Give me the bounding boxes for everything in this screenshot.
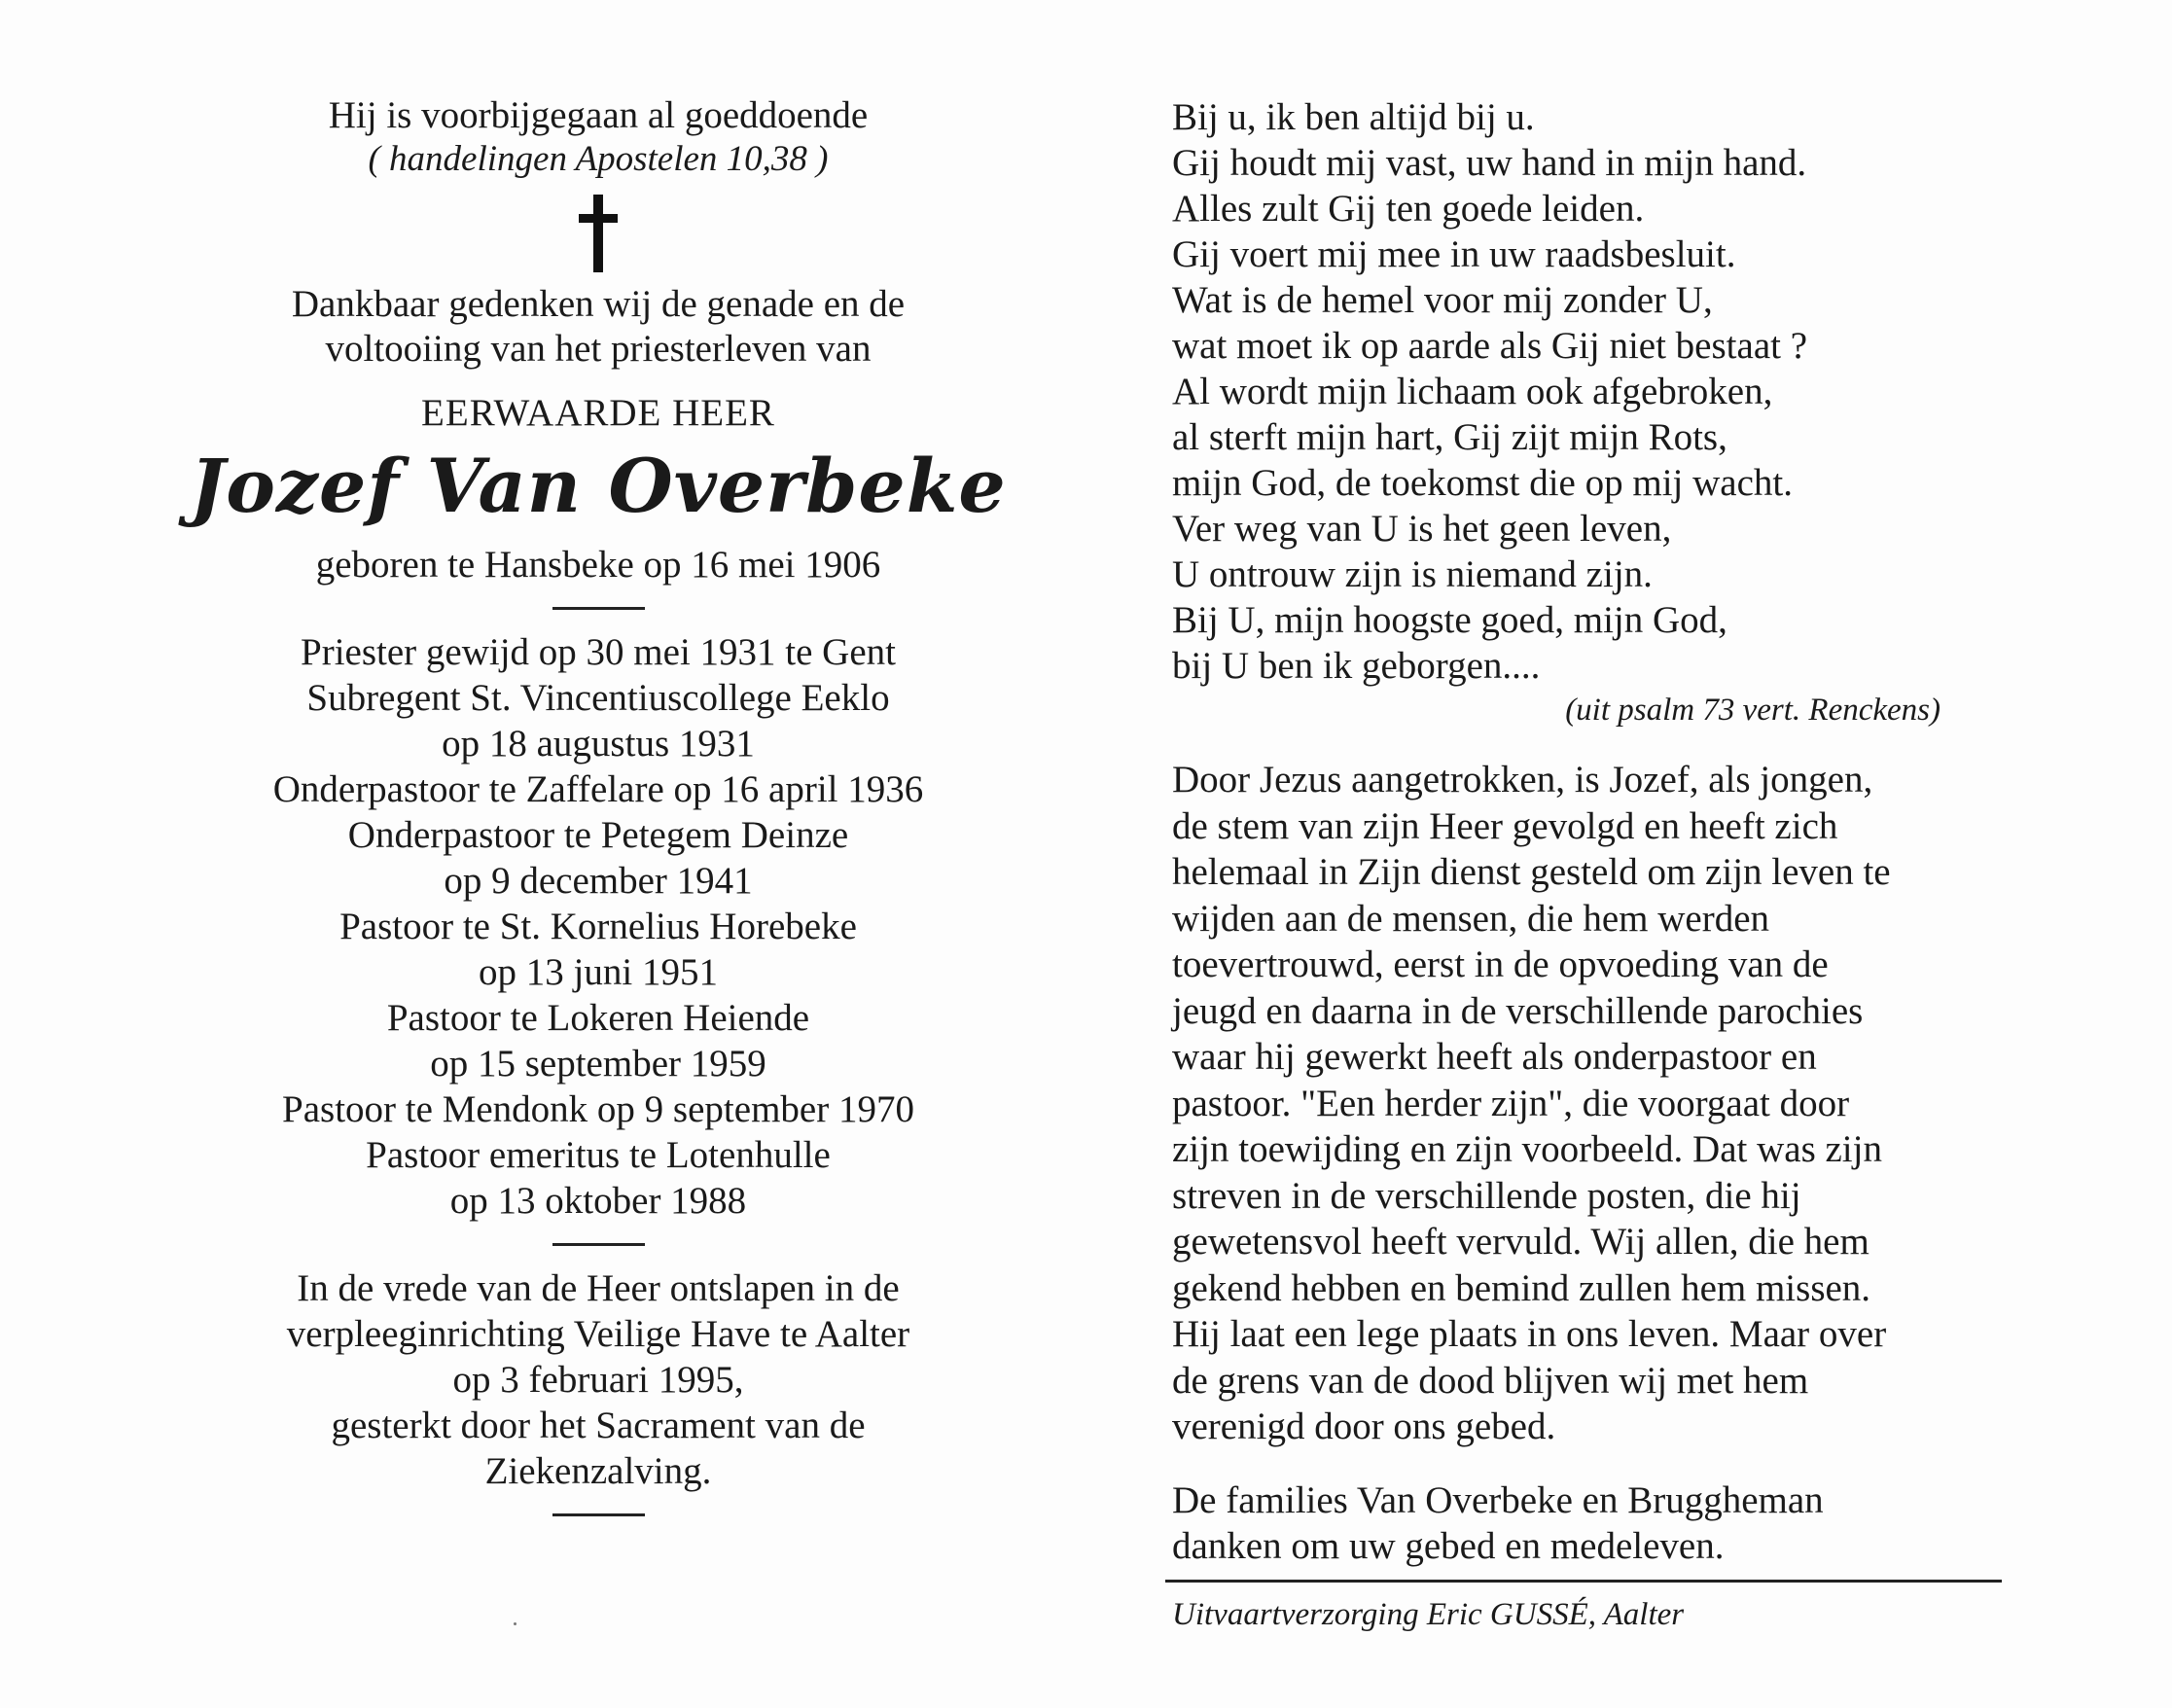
career-line: op 9 december 1941 <box>444 860 753 902</box>
career-line: Pastoor emeritus te Lotenhulle <box>366 1134 831 1176</box>
biography-line: Door Jezus aangetrokken, is Jozef, als jongen, <box>1172 759 1873 801</box>
cross-icon <box>579 195 618 272</box>
psalm-text <box>1172 94 2009 689</box>
family-thanks <box>1172 1477 2009 1569</box>
divider <box>552 1243 645 1246</box>
death-line: Ziekenzalving. <box>484 1450 712 1492</box>
psalm-line: Gij houdt mij vast, uw hand in mijn hand. <box>1172 142 1807 184</box>
left-panel <box>175 86 1021 1536</box>
intro-text <box>175 282 1021 372</box>
intro-line: Dankbaar gedenken wij de genade en de <box>291 283 906 325</box>
birth-info: geboren te Hansbeke op 16 mei 1906 <box>315 544 881 586</box>
biography-text <box>1172 757 2009 1450</box>
death-line: In de vrede van de Heer ontslapen in de <box>297 1267 900 1309</box>
psalm-line: Bij U, mijn hoogste goed, mijn God, <box>1172 599 1727 641</box>
career-line: op 18 augustus 1931 <box>442 723 755 765</box>
biography-line: helemaal in Zijn dienst gesteld om zijn leven te <box>1172 851 1891 893</box>
print-speck <box>514 1622 516 1625</box>
biography-line: de stem van zijn Heer gevolgd en heeft zich <box>1172 804 1838 847</box>
career-line: Subregent St. Vincentiuscollege Eeklo <box>306 677 890 719</box>
psalm-source: (uit psalm 73 vert. Renckens) <box>1565 693 1941 728</box>
psalm-line: Gij voert mij mee in uw raadsbesluit. <box>1172 233 1736 275</box>
biography-line: waar hij gewerkt heeft als onderpastoor en <box>1172 1036 1817 1078</box>
biography-line: de grens van de dood blijven wij met hem <box>1172 1359 1809 1402</box>
biography-line: streven in de verschillende posten, die hij <box>1172 1174 1801 1217</box>
death-line: gesterkt door het Sacrament van de <box>331 1405 866 1446</box>
scripture-reference: ( handelingen Apostelen 10,38 ) <box>368 139 829 179</box>
biography-line: pastoor. "Een herder zijn", die voorgaat door <box>1172 1082 1850 1124</box>
psalm-line: Bij u, ik ben altijd bij u. <box>1172 96 1535 138</box>
psalm-line: Ver weg van U is het geen leven, <box>1172 508 1672 550</box>
psalm-line: mijn God, de toekomst die op mij wacht. <box>1172 462 1793 504</box>
biography-line: zijn toewijding en zijn voorbeeld. Dat was zijn <box>1172 1128 1882 1170</box>
biography-line: wijden aan de mensen, die hem werden <box>1172 897 1770 940</box>
right-panel <box>1172 94 2009 1569</box>
death-line: verpleeginrichting Veilige Have te Aalter <box>286 1313 910 1355</box>
career-line: Pastoor te St. Kornelius Horebeke <box>339 906 857 947</box>
psalm-line: U ontrouw zijn is niemand zijn. <box>1172 553 1653 595</box>
psalm-line: Al wordt mijn lichaam ook afgebroken, <box>1172 371 1773 412</box>
thanks-line: danken om uw gebed en medeleven. <box>1172 1524 1725 1567</box>
psalm-line: Wat is de hemel voor mij zonder U, <box>1172 279 1713 321</box>
footer-rule <box>1165 1580 2002 1583</box>
career-line: op 13 juni 1951 <box>479 951 718 993</box>
career-line: Pastoor te Mendonk op 9 september 1970 <box>282 1088 914 1130</box>
deceased-name: Jozef Van Overbeke <box>190 443 1007 529</box>
funeral-director-credit: Uitvaartverzorging Eric GUSSÉ, Aalter <box>1172 1597 1685 1632</box>
psalm-line: wat moet ik op aarde als Gij niet bestaat ? <box>1172 325 1808 367</box>
career-line: Pastoor te Lokeren Heiende <box>386 997 810 1039</box>
thanks-line: De families Van Overbeke en Bruggheman <box>1172 1478 1824 1521</box>
biography-line: verenigd door ons gebed. <box>1172 1406 1556 1447</box>
career-list <box>175 629 1021 1224</box>
death-line: op 3 februari 1995, <box>452 1359 744 1401</box>
biography-line: jeugd en daarna in de verschillende parochies <box>1172 989 1864 1032</box>
honorific-title: EERWAARDE HEER <box>421 392 775 434</box>
career-line: Onderpastoor te Petegem Deinze <box>347 814 849 856</box>
career-line: op 15 september 1959 <box>430 1043 766 1085</box>
death-info <box>175 1265 1021 1494</box>
divider <box>552 607 645 610</box>
psalm-line: Alles zult Gij ten goede leiden. <box>1172 188 1645 230</box>
psalm-line: bij U ben ik geborgen.... <box>1172 645 1541 687</box>
career-line: Priester gewijd op 30 mei 1931 te Gent <box>301 631 896 673</box>
psalm-line: al sterft mijn hart, Gij zijt mijn Rots, <box>1172 416 1727 458</box>
biography-line: Hij laat een lege plaats in ons leven. Maar over <box>1172 1313 1887 1355</box>
career-line: Onderpastoor te Zaffelare op 16 april 1936 <box>272 768 924 810</box>
biography-line: gekend hebben en bemind zullen hem missen. <box>1172 1266 1871 1309</box>
biography-line: gewetensvol heeft vervuld. Wij allen, die hem <box>1172 1221 1869 1263</box>
divider <box>552 1513 645 1516</box>
biography-line: toevertrouwd, eerst in de opvoeding van de <box>1172 943 1829 985</box>
intro-line: voltooiing van het priesterleven van <box>325 328 872 370</box>
career-line: op 13 oktober 1988 <box>449 1180 747 1222</box>
motto: Hij is voorbijgegaan al goeddoende <box>328 94 869 136</box>
